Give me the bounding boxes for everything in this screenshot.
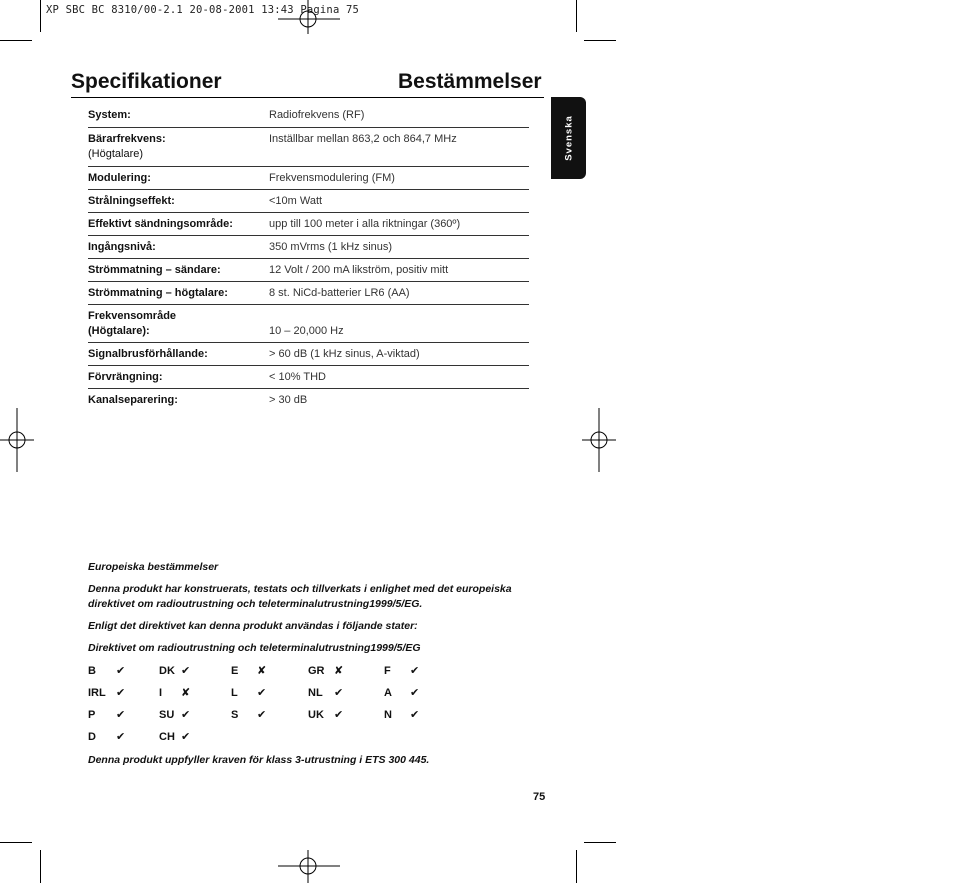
spec-label: Strålningseffekt: (88, 195, 175, 207)
country-code: NL (308, 687, 323, 699)
country-code: SU (159, 709, 175, 721)
spec-value: <10m Watt (269, 195, 323, 207)
spec-value: upp till 100 meter i alla riktningar (360º) (269, 218, 461, 230)
regulations-footer: Denna produkt uppfyller kraven för klass 3-utrustning i ETS 300 445. (88, 754, 430, 766)
language-tab-label: Svenska (563, 115, 574, 161)
check-mark-icon: ✔ (181, 731, 191, 743)
spec-value: 350 mVrms (1 kHz sinus) (269, 241, 393, 253)
country-entry (384, 708, 420, 722)
spec-label: Effektivt sändningsområde: (88, 218, 233, 230)
spec-value: Radiofrekvens (RF) (269, 109, 365, 121)
crop-mark-bottom-left-v (40, 850, 41, 883)
country-code: S (231, 709, 239, 721)
country-code: F (384, 665, 391, 677)
country-code: N (384, 709, 392, 721)
spec-row (88, 167, 529, 190)
cross-mark-icon: ✘ (257, 665, 267, 677)
country-code: I (159, 687, 163, 699)
country-code: UK (308, 709, 324, 721)
crop-mark-top-left-h (0, 40, 32, 41)
spec-label-main: Bärarfrekvens: (88, 133, 166, 145)
spec-value: < 10% THD (269, 371, 326, 383)
spec-row (88, 282, 529, 305)
country-code: D (88, 731, 96, 743)
spec-value: 10 – 20,000 Hz (269, 325, 344, 337)
spec-label (88, 309, 176, 339)
spec-table (88, 104, 529, 411)
country-entry (231, 708, 267, 722)
spec-label (88, 132, 166, 162)
spec-label: System: (88, 109, 131, 121)
check-mark-icon: ✔ (116, 687, 126, 699)
crop-mark-bottom-right-v (576, 850, 577, 883)
country-code: A (384, 687, 392, 699)
crop-mark-top-left-v (40, 0, 41, 32)
spec-row (88, 305, 529, 343)
spec-value: 12 Volt / 200 mA likström, positiv mitt (269, 264, 449, 276)
spec-sublabel: (Högtalare) (88, 148, 144, 160)
page-title-regulations: Bestämmelser (398, 70, 542, 93)
registration-mark-top (278, 0, 340, 34)
country-entry (159, 686, 191, 700)
country-entry (159, 730, 191, 744)
crop-mark-bottom-left-h (0, 842, 32, 843)
crop-mark-bottom-right-h (584, 842, 616, 843)
check-mark-icon: ✔ (257, 687, 267, 699)
spec-row (88, 236, 529, 259)
country-entry (384, 686, 420, 700)
cross-mark-icon: ✘ (334, 665, 344, 677)
check-mark-icon: ✔ (181, 665, 191, 677)
regulations-paragraph: Direktivet om radioutrustning och teleterminalutrustning1999/5/EG (88, 642, 421, 654)
spec-row (88, 343, 529, 366)
spec-row (88, 259, 529, 282)
page-number: 75 (533, 791, 546, 803)
crop-mark-top-right-v (576, 0, 577, 32)
country-entry (88, 664, 126, 678)
registration-mark-right (582, 408, 616, 472)
country-entry (88, 730, 126, 744)
spec-label: Förvrängning: (88, 371, 163, 383)
spec-label-line2: (Högtalare): (88, 325, 150, 337)
language-tab (551, 97, 586, 179)
country-entry (231, 686, 267, 700)
country-entry (88, 686, 126, 700)
spec-row (88, 213, 529, 236)
check-mark-icon: ✔ (181, 709, 191, 721)
country-code: E (231, 665, 239, 677)
spec-row (88, 128, 529, 167)
check-mark-icon: ✔ (334, 709, 344, 721)
cross-mark-icon: ✘ (181, 687, 191, 699)
check-mark-icon: ✔ (410, 687, 420, 699)
country-entry (88, 708, 126, 722)
spec-row (88, 104, 529, 128)
country-code: GR (308, 665, 325, 677)
country-entry (384, 664, 420, 678)
spec-label: Strömmatning – sändare: (88, 264, 221, 276)
spec-row (88, 190, 529, 213)
country-entry (308, 686, 344, 700)
check-mark-icon: ✔ (257, 709, 267, 721)
regulations-paragraph-line: direktivet om radioutrustning och teleterminalutrustning1999/5/EG. (88, 598, 423, 610)
spec-label: Modulering: (88, 172, 151, 184)
registration-mark-bottom (278, 850, 340, 883)
country-code: P (88, 709, 96, 721)
spec-value: > 30 dB (269, 394, 308, 406)
check-mark-icon: ✔ (116, 709, 126, 721)
check-mark-icon: ✔ (334, 687, 344, 699)
spec-row (88, 389, 529, 411)
country-entry (159, 708, 191, 722)
spec-label: Kanalseparering: (88, 394, 178, 406)
regulations-paragraph-line: Denna produkt har konstruerats, testats och tillverkats i enlighet med det europeiska (88, 583, 512, 595)
spec-label: Strömmatning – högtalare: (88, 287, 228, 299)
check-mark-icon: ✔ (410, 709, 420, 721)
registration-mark-left (0, 408, 34, 472)
spec-value: Inställbar mellan 863,2 och 864,7 MHz (269, 133, 457, 145)
regulations-heading: Europeiska bestämmelser (88, 561, 219, 573)
spec-label: Signalbrusförhållande: (88, 348, 208, 360)
spec-value: Frekvensmodulering (FM) (269, 172, 395, 184)
spec-value: 8 st. NiCd-batterier LR6 (AA) (269, 287, 410, 299)
country-code: IRL (88, 687, 106, 699)
page-title-specifications: Specifikationer (71, 70, 222, 93)
spec-label-main: Frekvensområde (88, 310, 177, 322)
spec-value: > 60 dB (1 kHz sinus, A-viktad) (269, 348, 420, 360)
country-code: L (231, 687, 238, 699)
crop-mark-top-right-h (584, 40, 616, 41)
country-entry (308, 664, 344, 678)
print-header: XP SBC BC 8310/00-2.1 20-08-2001 13:43 Pagina 75 (46, 4, 360, 16)
check-mark-icon: ✔ (410, 665, 420, 677)
spec-label: Ingångsnivå: (88, 241, 156, 253)
spec-row (88, 366, 529, 389)
regulations-paragraph: Enligt det direktivet kan denna produkt användas i följande stater: (88, 620, 418, 632)
country-entry (308, 708, 344, 722)
country-code: DK (159, 665, 175, 677)
country-code: B (88, 665, 96, 677)
check-mark-icon: ✔ (116, 731, 126, 743)
country-entry (159, 664, 191, 678)
title-divider (71, 97, 544, 98)
check-mark-icon: ✔ (116, 665, 126, 677)
country-code: CH (159, 731, 175, 743)
country-entry (231, 664, 267, 678)
